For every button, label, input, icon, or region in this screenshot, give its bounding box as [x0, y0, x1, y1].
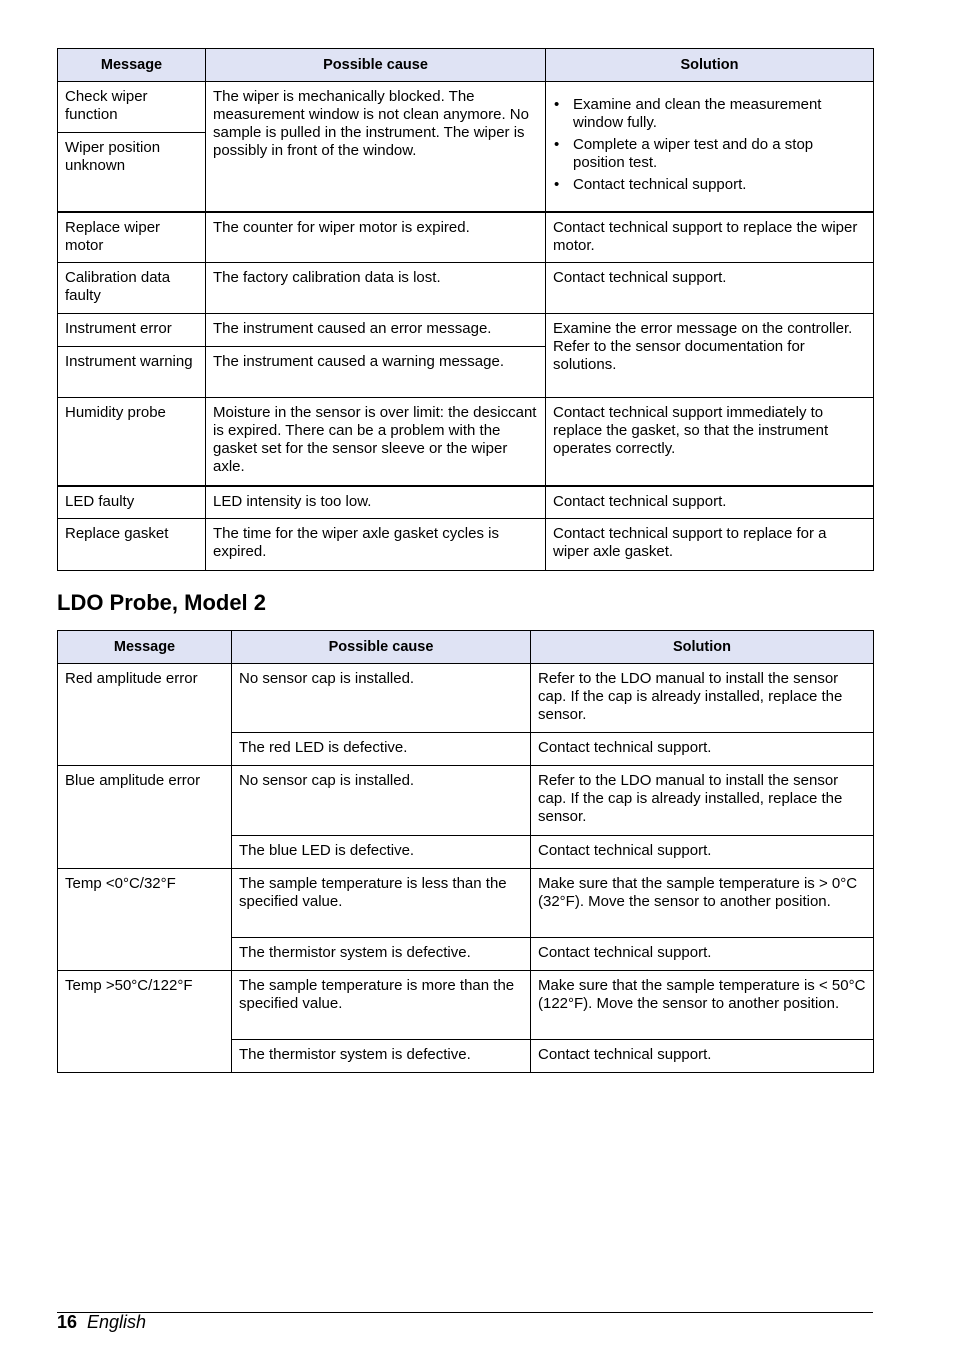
message-cell: Calibration data faulty [58, 263, 206, 314]
cause-cell: The wiper is mechanically blocked. The measurement window is not clean anymore. No sample is pulled in the instrument. The wiper is possibly in front of the window. [206, 82, 546, 212]
table-row [58, 486, 874, 519]
message-cell: Instrument warning [58, 347, 206, 398]
bullet-icon: • [554, 176, 560, 193]
cause-cell: The counter for wiper motor is expired. [206, 212, 546, 263]
message-cell: Check wiper function [58, 82, 206, 133]
solution-list [553, 96, 866, 194]
message-cell: Humidity probe [58, 398, 206, 486]
bullet-icon: • [554, 136, 560, 153]
header-message: Message [58, 631, 232, 664]
table-row [58, 314, 874, 347]
table-row [58, 766, 874, 836]
list-item-text: Examine and clean the measurement window fully. [573, 96, 822, 131]
message-cell: Temp <0°C/32°F [58, 869, 232, 971]
section-title: LDO Probe, Model 2 [57, 590, 267, 615]
list-item [553, 96, 866, 132]
cause-cell: Moisture in the sensor is over limit: the desiccant is expired. There can be a problem with the gasket set for the sensor sleeve or the wiper axle. [206, 398, 546, 486]
solution-cell: Examine the error message on the controller. Refer to the sensor documentation for solutions. [546, 314, 874, 398]
table-row [58, 398, 874, 486]
table-row [58, 212, 874, 263]
cause-cell: No sensor cap is installed. [232, 664, 531, 733]
troubleshooting-table-1 [57, 48, 874, 571]
solution-cell: Make sure that the sample temperature is < 50°C (122°F). Move the sensor to another position. [531, 971, 874, 1040]
header-solution: Solution [546, 49, 874, 82]
table-row [58, 263, 874, 314]
table-row [58, 664, 874, 733]
cause-cell: LED intensity is too low. [206, 486, 546, 519]
cause-cell: The thermistor system is defective. [232, 1040, 531, 1073]
solution-cell: Contact technical support to replace the wiper motor. [546, 212, 874, 263]
list-item [553, 176, 866, 194]
list-item [553, 136, 866, 172]
solution-cell: Contact technical support. [546, 486, 874, 519]
cause-cell: The blue LED is defective. [232, 836, 531, 869]
table-header-row [58, 49, 874, 82]
footer-language: English [87, 1312, 147, 1332]
cause-cell: The sample temperature is more than the specified value. [232, 971, 531, 1040]
cause-cell: The instrument caused an error message. [206, 314, 546, 347]
solution-cell: Contact technical support. [546, 263, 874, 314]
cause-cell: The time for the wiper axle gasket cycles is expired. [206, 519, 546, 571]
footer-divider [57, 1312, 873, 1313]
cause-cell: The sample temperature is less than the specified value. [232, 869, 531, 938]
cause-cell: The red LED is defective. [232, 733, 531, 766]
table-header-row [58, 631, 874, 664]
table-row [58, 971, 874, 1040]
solution-cell: Contact technical support. [531, 733, 874, 766]
solution-cell: Refer to the LDO manual to install the sensor cap. If the cap is already installed, replace the sensor. [531, 766, 874, 836]
message-cell: LED faulty [58, 486, 206, 519]
message-cell: Blue amplitude error [58, 766, 232, 869]
header-possible-cause: Possible cause [206, 49, 546, 82]
table-row [58, 82, 874, 133]
message-cell: Replace gasket [58, 519, 206, 571]
solution-cell: Contact technical support. [531, 938, 874, 971]
solution-cell [546, 82, 874, 212]
solution-cell: Make sure that the sample temperature is > 0°C (32°F). Move the sensor to another position. [531, 869, 874, 938]
header-solution: Solution [531, 631, 874, 664]
bullet-icon: • [554, 96, 560, 113]
page-footer [57, 1311, 146, 1333]
message-cell: Instrument error [58, 314, 206, 347]
table-row [58, 869, 874, 938]
cause-cell: The thermistor system is defective. [232, 938, 531, 971]
solution-cell: Contact technical support immediately to replace the gasket, so that the instrument operates correctly. [546, 398, 874, 486]
troubleshooting-table-2 [57, 630, 874, 1073]
solution-cell: Refer to the LDO manual to install the sensor cap. If the cap is already installed, replace the sensor. [531, 664, 874, 733]
solution-cell: Contact technical support. [531, 836, 874, 869]
message-cell: Red amplitude error [58, 664, 232, 766]
table-row [58, 519, 874, 571]
message-cell: Replace wiper motor [58, 212, 206, 263]
list-item-text: Complete a wiper test and do a stop position test. [573, 136, 814, 171]
cause-cell: The instrument caused a warning message. [206, 347, 546, 398]
page-number: 16 [57, 1312, 78, 1332]
solution-cell: Contact technical support. [531, 1040, 874, 1073]
message-cell: Temp >50°C/122°F [58, 971, 232, 1073]
list-item-text: Contact technical support. [573, 176, 747, 193]
cause-cell: No sensor cap is installed. [232, 766, 531, 836]
header-message: Message [58, 49, 206, 82]
header-possible-cause: Possible cause [232, 631, 531, 664]
cause-cell: The factory calibration data is lost. [206, 263, 546, 314]
solution-cell: Contact technical support to replace for a wiper axle gasket. [546, 519, 874, 571]
message-cell: Wiper position unknown [58, 133, 206, 212]
